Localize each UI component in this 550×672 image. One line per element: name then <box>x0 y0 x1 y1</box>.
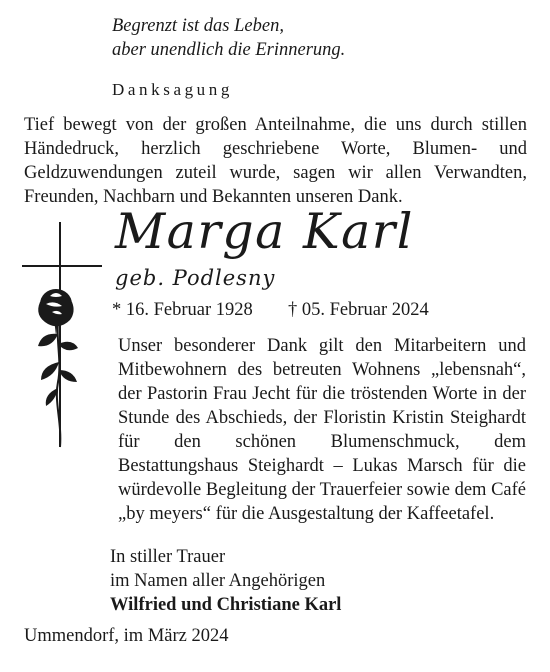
intro-paragraph <box>24 113 527 209</box>
intro-text: Tief bewegt von der großen Anteilnahme, die uns durch stillen Händedruck, herzlich geschriebene Worte, Blumen- und Geldzuwendungen zuteil wurde, sagen wir allen Verwandten, Freunden, Nachbarn und Bekannten unseren Dank. <box>24 115 527 207</box>
signature-names: Wilfried und Christiane Karl <box>110 595 342 615</box>
thanks-paragraph <box>118 334 526 526</box>
place-and-date: Ummendorf, im März 2024 <box>24 626 229 646</box>
maiden-name: geb. Podlesny <box>115 266 276 290</box>
motto-line-1: Begrenzt ist das Leben, <box>112 16 284 36</box>
signature-line-1: In stiller Trauer <box>110 547 226 567</box>
motto <box>112 14 345 62</box>
motto-line-2: aber unendlich die Erinnerung. <box>112 40 346 60</box>
birth-date: * 16. Februar 1928 <box>112 300 253 320</box>
thanks-text: Unser besonderer Dank gilt den Mitarbeitern und Mitbewohnern des betreuten Wohnens „lebensnah“, der Pastorin Frau Jecht für die tröstenden Worte in der Stunde des Abschieds, der Floristin Kristin Steighardt für den schönen Blumenschmuck, dem Bestattungshaus Steighardt – Lukas Marsch für die würdevolle Begleitung der Trauerfeier sowie dem Café „by meyers“ für die Ausgestaltung der Kaffeetafel. <box>118 336 526 524</box>
death-date: † 05. Februar 2024 <box>288 300 429 320</box>
cross-with-rose-icon <box>18 222 108 642</box>
heading-danksagung: Danksagung <box>112 80 233 99</box>
signature-line-2: im Namen aller Angehörigen <box>110 571 326 591</box>
signature-block <box>110 545 341 617</box>
deceased-name: Marga Karl <box>115 203 414 260</box>
